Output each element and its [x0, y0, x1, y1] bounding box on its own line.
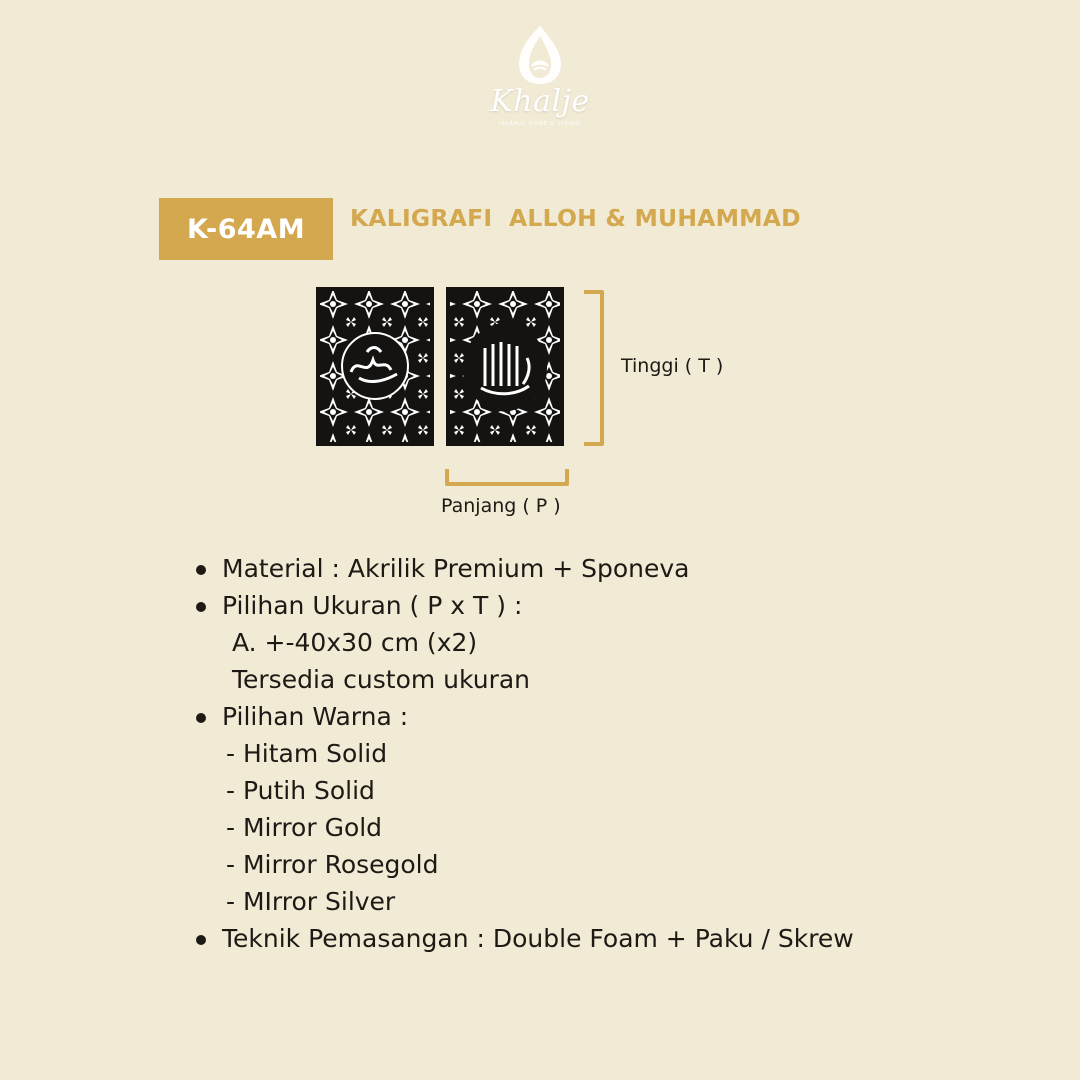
spec-size-custom: Tersedia custom ukuran	[232, 665, 531, 694]
calligraphy-panels-image	[315, 286, 567, 448]
spec-color-option: - Mirror Rosegold	[226, 850, 439, 879]
product-title: KALIGRAFI ALLOH & MUHAMMAD	[350, 204, 801, 232]
spec-color-option: - MIrror Silver	[226, 887, 396, 916]
brand-wordmark: Khalje	[490, 84, 590, 119]
product-code-badge: K-64AM	[159, 198, 333, 260]
panel-allah	[446, 287, 564, 446]
spec-color-option: - Hitam Solid	[226, 739, 388, 768]
spec-color-option: - Putih Solid	[226, 776, 375, 805]
bullet-dot	[196, 935, 206, 945]
spec-size-heading: Pilihan Ukuran ( P x T ) :	[222, 591, 523, 620]
bullet-dot	[196, 565, 206, 575]
panel-muhammad	[316, 287, 434, 446]
spec-color-option: - Mirror Gold	[226, 813, 383, 842]
bullet-dot	[196, 713, 206, 723]
length-label: Panjang ( P )	[441, 495, 561, 517]
length-bracket-icon	[444, 467, 570, 489]
height-label: Tinggi ( T )	[621, 355, 724, 377]
brand-tagline: ISLAMIC HOME & LIVING	[499, 121, 581, 127]
spec-size-option: A. +-40x30 cm (x2)	[232, 628, 478, 657]
flame-logo-icon	[486, 22, 594, 92]
brand-logo	[486, 22, 594, 132]
bullet-dot	[196, 602, 206, 612]
spec-mounting: Teknik Pemasangan : Double Foam + Paku / Skrew	[222, 924, 854, 953]
spec-material: Material : Akrilik Premium + Sponeva	[222, 554, 690, 583]
height-bracket-icon	[582, 289, 608, 447]
spec-color-heading: Pilihan Warna :	[222, 702, 409, 731]
